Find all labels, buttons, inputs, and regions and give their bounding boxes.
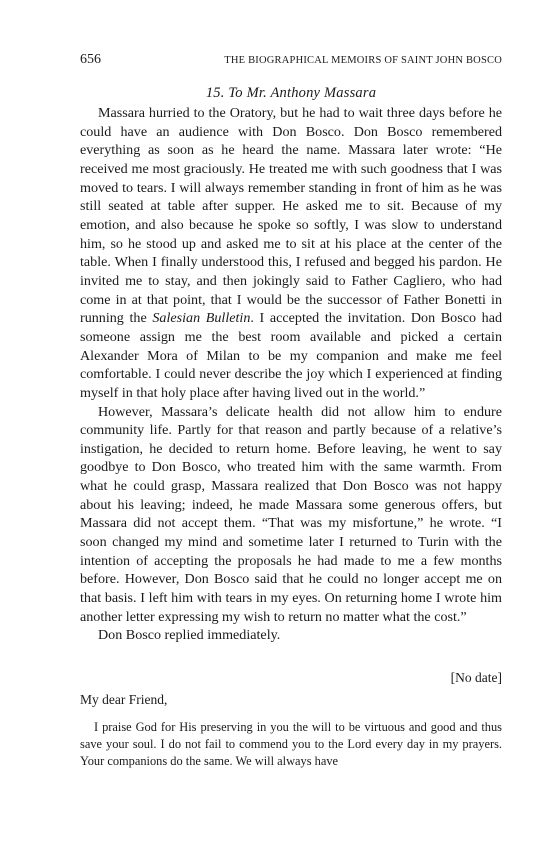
paragraph-1-text-a: Massara hurried to the Oratory, but he had to wait three days before he could have an audience with Don Bosco. Don Bosco remembered everything as soon as he heard the name. Massara later wrote: “He received me most graciously. He treated me with such goodness that I was moved to tears. I will always remember standing in front of him as he was still seated at table after supper. He asked me to sit. Because of my emotion, and also because he spoke so softly, I was slow to understand him, so he stood up and asked me to sit at his place at the center of the table. When I finally understood this, I refused and begged his pardon. He invited me to stay, and then jokingly said to Father Cagliero, who had come in at that point, that I would be the successor of Father Bonetti in running the — [80, 105, 502, 327]
book-page — [80, 52, 502, 770]
letter-date: [No date] — [450, 670, 502, 686]
running-title: THE BIOGRAPHICAL MEMOIRS OF SAINT JOHN BOSCO — [224, 55, 502, 66]
body-paragraph-1 — [80, 104, 502, 403]
running-head — [80, 52, 502, 74]
letter-salutation: My dear Friend, — [80, 692, 168, 708]
body-paragraph-2: However, Massara’s delicate health did not allow him to endure community life. Partly for that reason and partly because of a relative’s instigation, he decided to return home. Before leaving, he went to say goodbye to Don Bosco, who treated him with the same warmth. From what he could grasp, Massara realized that Don Bosco was not happy about his leaving; indeed, he made Massara some generous offers, but Massara did not accept them. “That was my misfortune,” he wrote. “I soon changed my mind and sometime later I returned to Turin with the intention of accepting the proposals he had made to me a few months before. However, Don Bosco said that he could no longer accept me on that basis. I left him with tears in my eyes. On returning home I wrote him another letter expressing my wish to return no matter what the cost.” — [80, 403, 502, 625]
body-paragraph-3: Don Bosco replied immediately. — [98, 627, 281, 644]
letter-body: I praise God for His preserving in you the will to be virtuous and good and thus save your soul. I do not fail to commend you to the Lord every day in my prayers. Your companions do the same. We will always have — [80, 720, 502, 769]
page-number: 656 — [80, 52, 101, 67]
section-title: 15. To Mr. Anthony Massara — [205, 85, 377, 101]
salesian-bulletin-title: Salesian Bulletin — [152, 310, 251, 327]
paragraph-1-text-b: . I accepted the invitation. Don Bosco had someone assign me the best room available and picked a certain Alexander Mora of Milan to be my companion and make me feel comfortable. I could never describe the joy which I experienced at finding myself in that holy place after having lived out in the world.” — [80, 310, 503, 401]
